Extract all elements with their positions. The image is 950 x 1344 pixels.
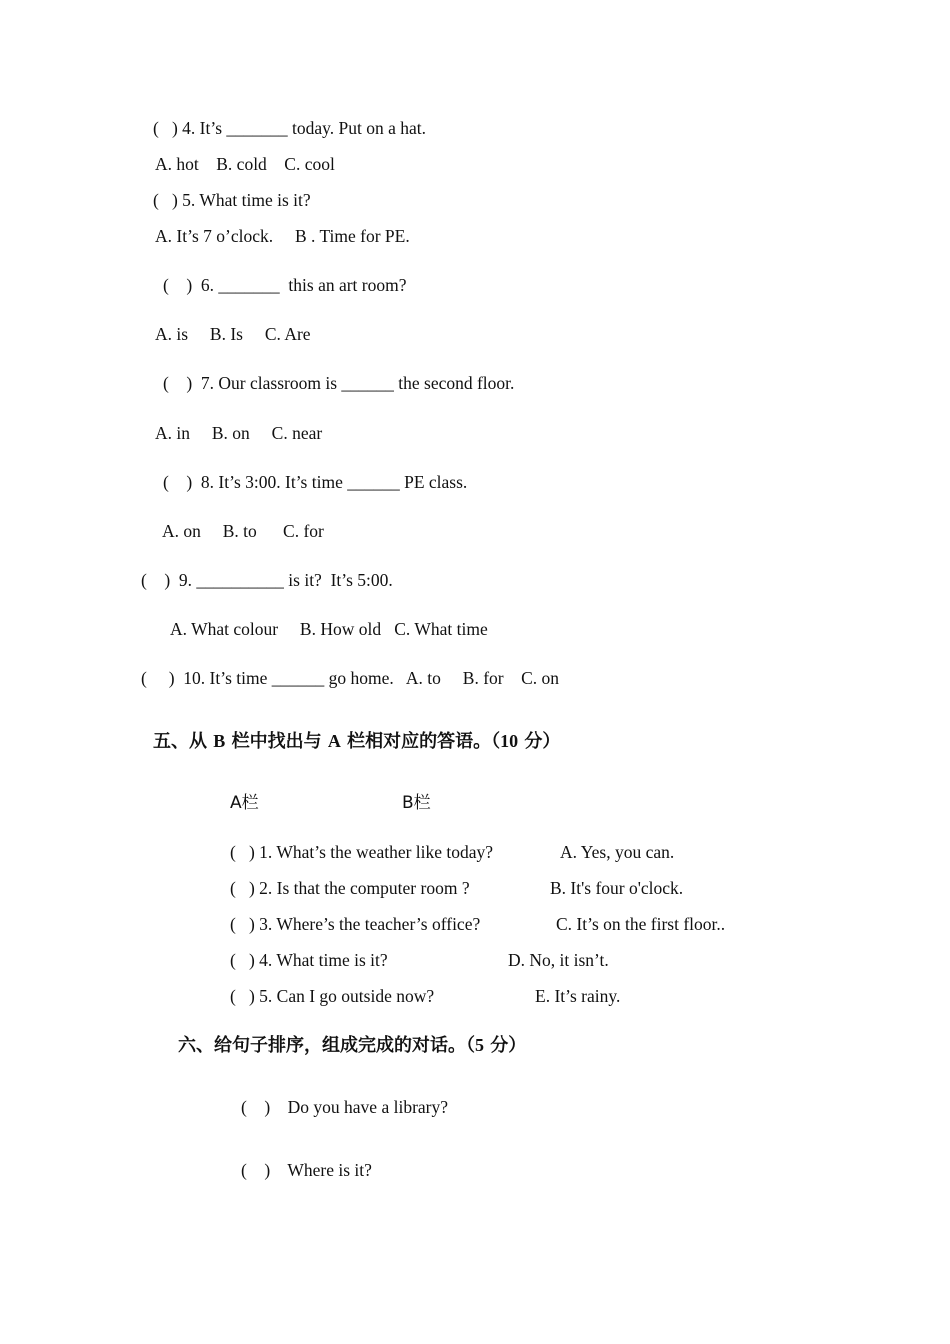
question-4: ( ) 4. It’s _______ today. Put on a hat.: [153, 118, 427, 138]
question-10: ( ) 10. It’s time ______ go home. A. to B. for C. on: [141, 668, 560, 688]
match-answer-e: E. It’s rainy.: [535, 986, 621, 1006]
question-5-options: A. It’s 7 o’clock. B . Time for PE.: [155, 226, 410, 246]
column-b-label: B栏: [402, 793, 431, 813]
question-7: ( ) 7. Our classroom is ______ the second floor.: [163, 373, 515, 393]
ordering-item-2: ( ) Where is it?: [241, 1160, 372, 1180]
question-8: ( ) 8. It’s 3:00. It’s time ______ PE class.: [163, 472, 468, 492]
match-answer-c: C. It’s on the first floor..: [556, 914, 726, 934]
question-6-options: A. is B. Is C. Are: [155, 324, 311, 344]
question-8-options: A. on B. to C. for: [162, 521, 324, 541]
question-6: ( ) 6. _______ this an art room?: [163, 275, 407, 295]
match-question-5: ( ) 5. Can I go outside now?: [230, 986, 435, 1006]
match-question-1: ( ) 1. What’s the weather like today?: [230, 842, 494, 862]
section-6-title: 六、给句子排序，组成完成的对话。（5 分）: [178, 1035, 527, 1056]
ordering-item-1: ( ) Do you have a library?: [241, 1097, 449, 1117]
match-answer-d: D. No, it isn’t.: [508, 950, 609, 970]
section-5-title: 五、从 B 栏中找出与 A 栏相对应的答语。（10 分）: [153, 731, 561, 752]
question-9: ( ) 9. __________ is it? It’s 5:00.: [141, 570, 393, 590]
column-a-label: A栏: [230, 793, 259, 813]
question-9-options: A. What colour B. How old C. What time: [170, 619, 488, 639]
match-answer-a: A. Yes, you can.: [560, 842, 675, 862]
match-question-4: ( ) 4. What time is it?: [230, 950, 388, 970]
match-answer-b: B. It's four o'clock.: [550, 878, 684, 898]
match-question-3: ( ) 3. Where’s the teacher’s office?: [230, 914, 481, 934]
question-7-options: A. in B. on C. near: [155, 423, 323, 443]
match-question-2: ( ) 2. Is that the computer room ?: [230, 878, 470, 898]
question-4-options: A. hot B. cold C. cool: [155, 154, 335, 174]
question-5: ( ) 5. What time is it?: [153, 190, 311, 210]
